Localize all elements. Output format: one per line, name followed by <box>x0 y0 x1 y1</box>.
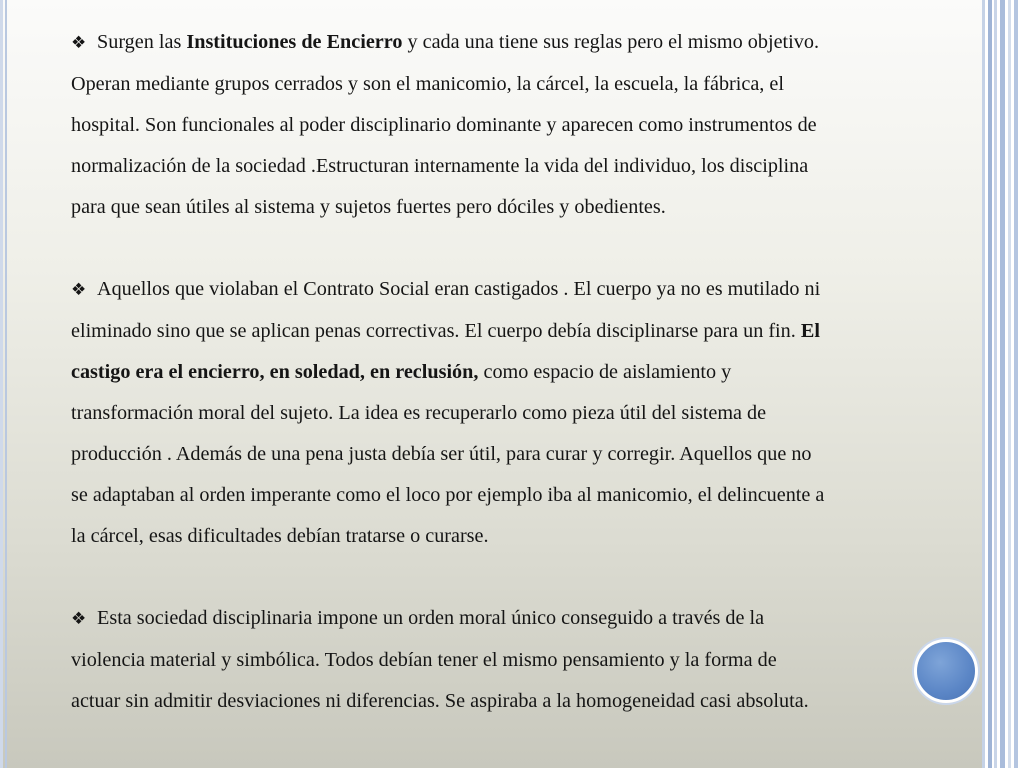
bold-text: El <box>800 320 820 342</box>
text-line <box>71 311 941 352</box>
text: transformación moral del sujeto. La idea es recuperarlo como pieza útil del sistema de <box>71 402 767 424</box>
text: producción . Además de una pena justa debía ser útil, para curar y corregir. Aquellos que no <box>71 443 812 465</box>
text: Aquellos que violaban el Contrato Social eran castigados . El cuerpo ya no es mutilado ni <box>97 278 821 300</box>
diamond-bullet-icon: ❖ <box>71 280 87 300</box>
diamond-bullet-icon: ❖ <box>71 609 87 629</box>
text-line <box>71 105 941 146</box>
text: para que sean útiles al sistema y sujetos fuertes pero dóciles y obedientes. <box>71 196 666 218</box>
right-stripe <box>982 0 985 768</box>
text: Esta sociedad disciplinaria impone un orden moral único conseguido a través de la <box>97 607 765 629</box>
left-stripe <box>0 0 3 768</box>
text: Surgen las <box>97 31 187 53</box>
text: violencia material y simbólica. Todos debían tener el mismo pensamiento y la forma de <box>71 649 777 671</box>
text-line <box>71 516 941 557</box>
bold-text: castigo era el encierro, en soledad, en reclusión, <box>71 361 479 383</box>
text-line <box>71 393 941 434</box>
bullet-paragraph <box>71 269 941 557</box>
text-line <box>71 598 941 640</box>
text: se adaptaban al orden imperante como el loco por ejemplo iba al manicomio, el delincuente a <box>71 484 825 506</box>
left-stripe <box>5 0 7 768</box>
text-line <box>71 64 941 105</box>
bullet-paragraph <box>71 598 941 722</box>
text-line <box>71 681 941 722</box>
text-line <box>71 187 941 228</box>
right-decorative-panel <box>982 0 1024 768</box>
text: eliminado sino que se aplican penas correctivas. El cuerpo debía disciplinarse para un fin. <box>71 320 801 342</box>
bullet-paragraph <box>71 22 941 228</box>
right-stripe <box>994 0 997 768</box>
text: hospital. Son funcionales al poder disciplinario dominante y aparecen como instrumentos de <box>71 114 817 136</box>
text-line <box>71 352 941 393</box>
text: y cada una tiene sus reglas pero el mismo objetivo. <box>402 31 819 53</box>
text: Operan mediante grupos cerrados y son el manicomio, la cárcel, la escuela, la fábrica, el <box>71 73 784 95</box>
left-edge-decoration <box>0 0 9 768</box>
text: normalización de la sociedad .Estructuran internamente la vida del individuo, los disciplina <box>71 155 809 177</box>
text: actuar sin admitir desviaciones ni diferencias. Se aspiraba a la homogeneidad casi absoluta. <box>71 690 809 712</box>
right-stripe <box>1008 0 1011 768</box>
slide-body-text <box>71 22 941 722</box>
text-line <box>71 22 941 64</box>
text-line <box>71 434 941 475</box>
text-line <box>71 146 941 187</box>
bold-text: Instituciones de Encierro <box>186 31 403 53</box>
right-stripe <box>1000 0 1005 768</box>
text-line <box>71 269 941 311</box>
right-stripe <box>988 0 992 768</box>
diamond-bullet-icon: ❖ <box>71 33 87 53</box>
text: como espacio de aislamiento y <box>478 361 732 383</box>
text: la cárcel, esas dificultades debían tratarse o curarse. <box>71 525 489 547</box>
text-line <box>71 475 941 516</box>
text-line <box>71 640 941 681</box>
right-stripe <box>1014 0 1018 768</box>
